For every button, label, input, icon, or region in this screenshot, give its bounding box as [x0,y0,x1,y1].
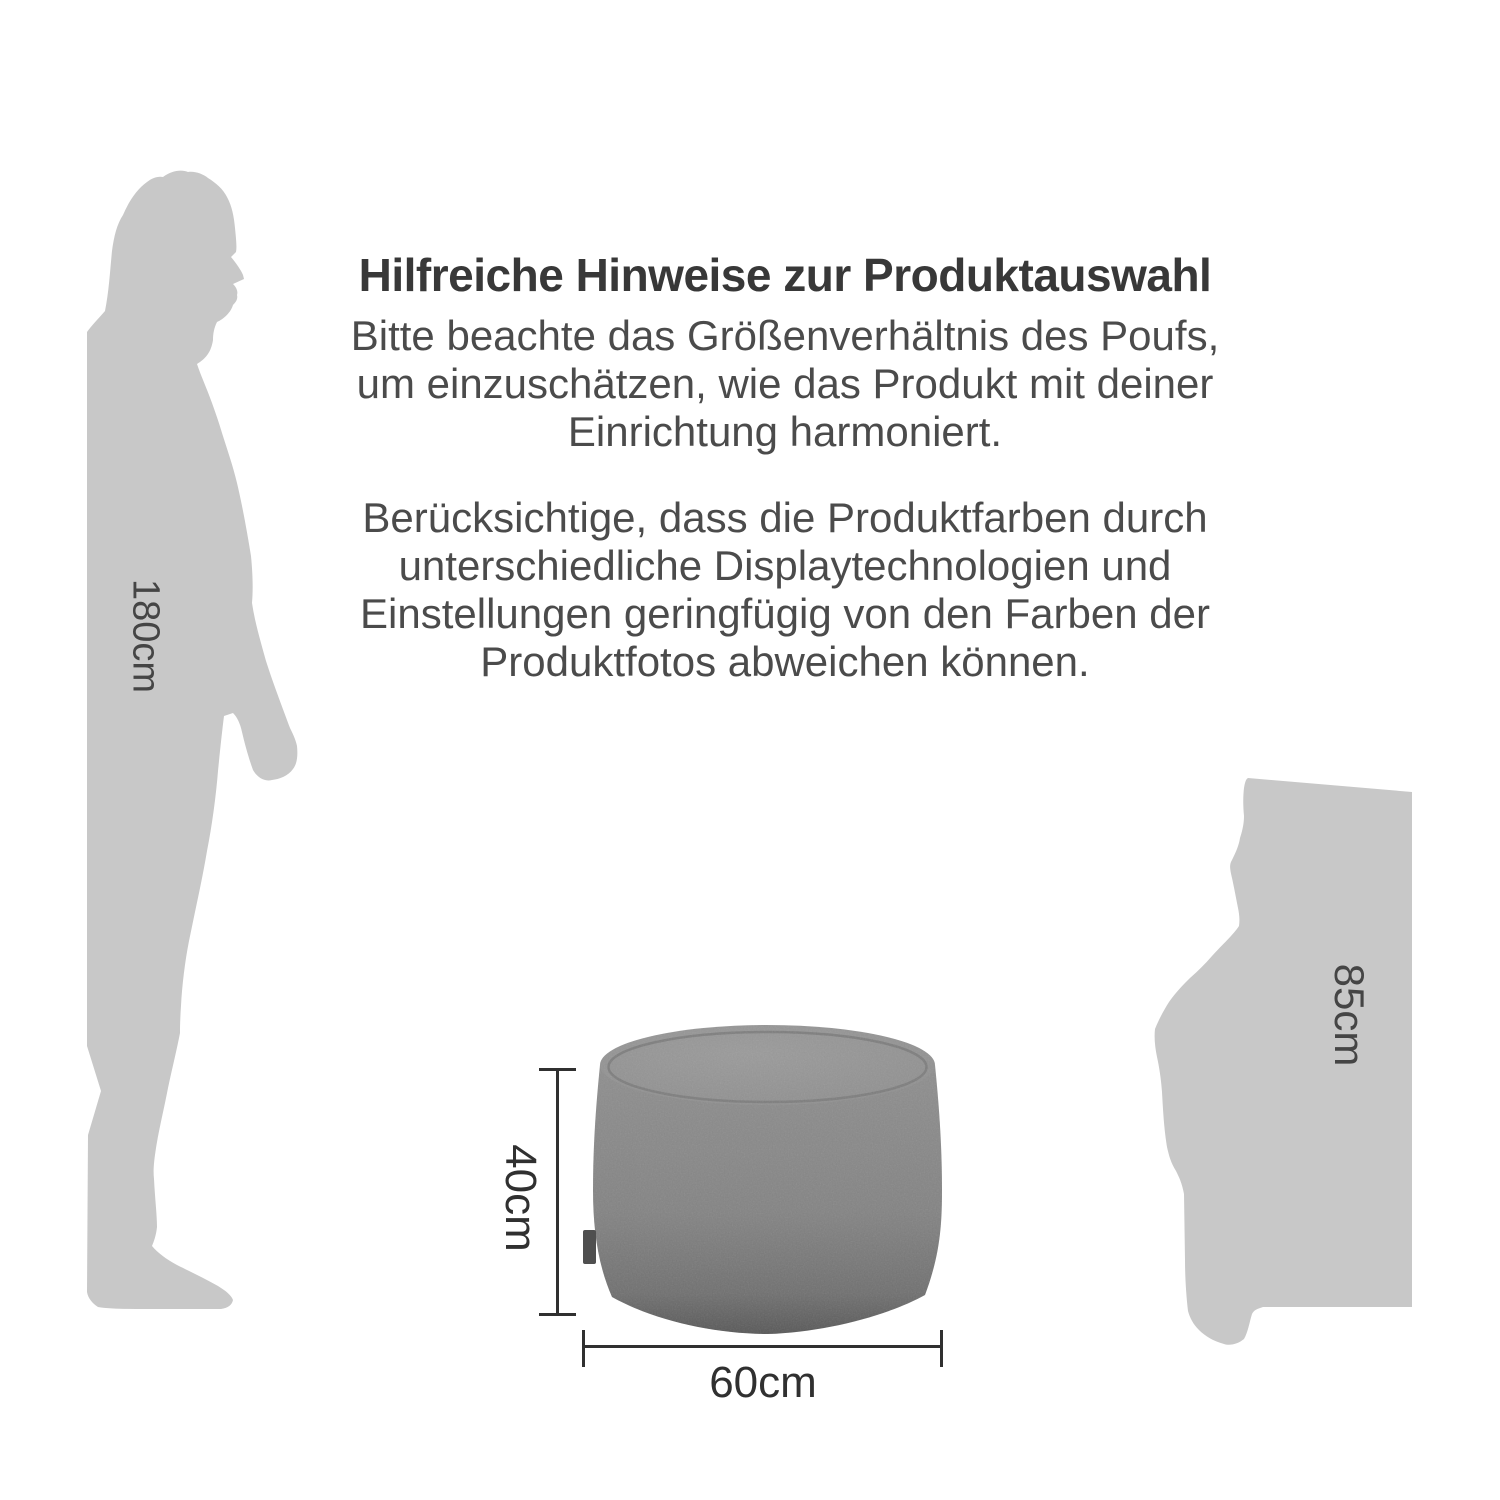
pouf-fabric-texture [575,1015,950,1340]
color-note-line-2: unterschiedliche Displaytechnologien und [398,542,1172,589]
intro-paragraph [200,312,1370,456]
pouf-width-dimension-line [582,1345,943,1348]
info-text-block [200,249,1370,686]
color-note-line-1: Berücksichtige, dass die Produktfarben durch [362,494,1208,541]
pouf-width-label: 60cm [709,1358,817,1407]
intro-line-3: Einrichtung harmoniert. [567,408,1003,455]
armchair-height-label: 85cm [1326,963,1373,1067]
pouf-product-image [575,1015,950,1340]
pouf-width-left-cap [582,1330,585,1367]
pouf-height-bottom-cap [539,1313,576,1316]
color-note-line-4: Produktfotos abweichen können. [480,638,1090,685]
armchair-silhouette-shape [1155,778,1412,1345]
person-height-label: 180cm [124,578,167,694]
pouf-width-right-cap [940,1330,943,1367]
intro-line-1: Bitte beachte das Größenverhältnis des Poufs, [350,312,1220,359]
pouf-height-label: 40cm [496,1144,545,1252]
intro-line-2: um einzuschätzen, wie das Produkt mit deiner [356,360,1214,407]
pouf-height-dimension-line [556,1069,559,1316]
pouf-height-top-cap [539,1068,576,1071]
pouf-tag [583,1230,596,1264]
color-note-line-3: Einstellungen geringfügig von den Farben der [360,590,1210,637]
page-title: Hilfreiche Hinweise zur Produktauswahl [358,249,1212,301]
color-note-paragraph [200,494,1370,686]
